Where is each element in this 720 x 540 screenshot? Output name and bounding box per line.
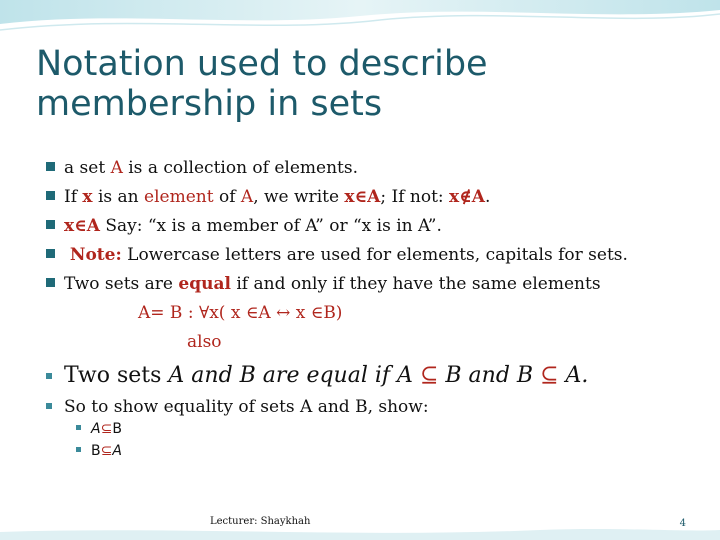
- subset-icon: ⊆: [100, 421, 113, 437]
- title-line-1: Notation used to describe: [36, 44, 488, 84]
- square-bullet-icon: [46, 373, 52, 379]
- equality-statement: Two sets A and B are equal if A ⊆ B and B ⊆ A.: [46, 362, 588, 390]
- sub-item-1: A⊆B: [76, 418, 122, 440]
- square-bullet-icon: [46, 403, 52, 409]
- subset-icon: ⊆: [540, 363, 559, 388]
- square-bullet-icon: [46, 249, 55, 258]
- bullet-1: a set A is a collection of elements.: [46, 157, 358, 179]
- also-label: also: [187, 332, 222, 352]
- square-bullet-icon: [46, 191, 55, 200]
- equality-formula: [138, 302, 342, 324]
- formula-lhs: A= B :: [138, 303, 199, 323]
- square-bullet-icon: [46, 220, 55, 229]
- subset-icon: ⊆: [419, 363, 439, 388]
- subset-icon: ⊆: [100, 443, 113, 459]
- page-number: 4: [679, 518, 686, 529]
- sub-item-2: B⊆A: [76, 440, 122, 462]
- square-bullet-icon: [46, 278, 55, 287]
- formula-body: ∀x( x ∈A ↔ x ∈B): [198, 303, 343, 323]
- bullet-5: Two sets are equal if and only if they have the same elements: [46, 273, 601, 295]
- square-bullet-icon: [46, 162, 55, 171]
- bullet-4: Note: Lowercase letters are used for elements, capitals for sets.: [46, 244, 628, 266]
- top-decoration-band: [0, 0, 720, 40]
- bullet-3: x∈A Say: “x is a member of A” or “x is in A”.: [46, 215, 442, 237]
- square-bullet-icon: [76, 425, 81, 430]
- square-bullet-icon: [76, 447, 81, 452]
- title-line-2: membership in sets: [36, 84, 383, 124]
- show-equality-line: So to show equality of sets A and B, show:: [46, 396, 429, 418]
- footer-lecturer: Lecturer: Shaykhah: [210, 516, 311, 527]
- slide-title: [36, 44, 676, 124]
- bullet-2: If x is an element of A, we write x∈A; If not: x∉A.: [46, 186, 490, 208]
- bottom-decoration-band: [0, 524, 720, 540]
